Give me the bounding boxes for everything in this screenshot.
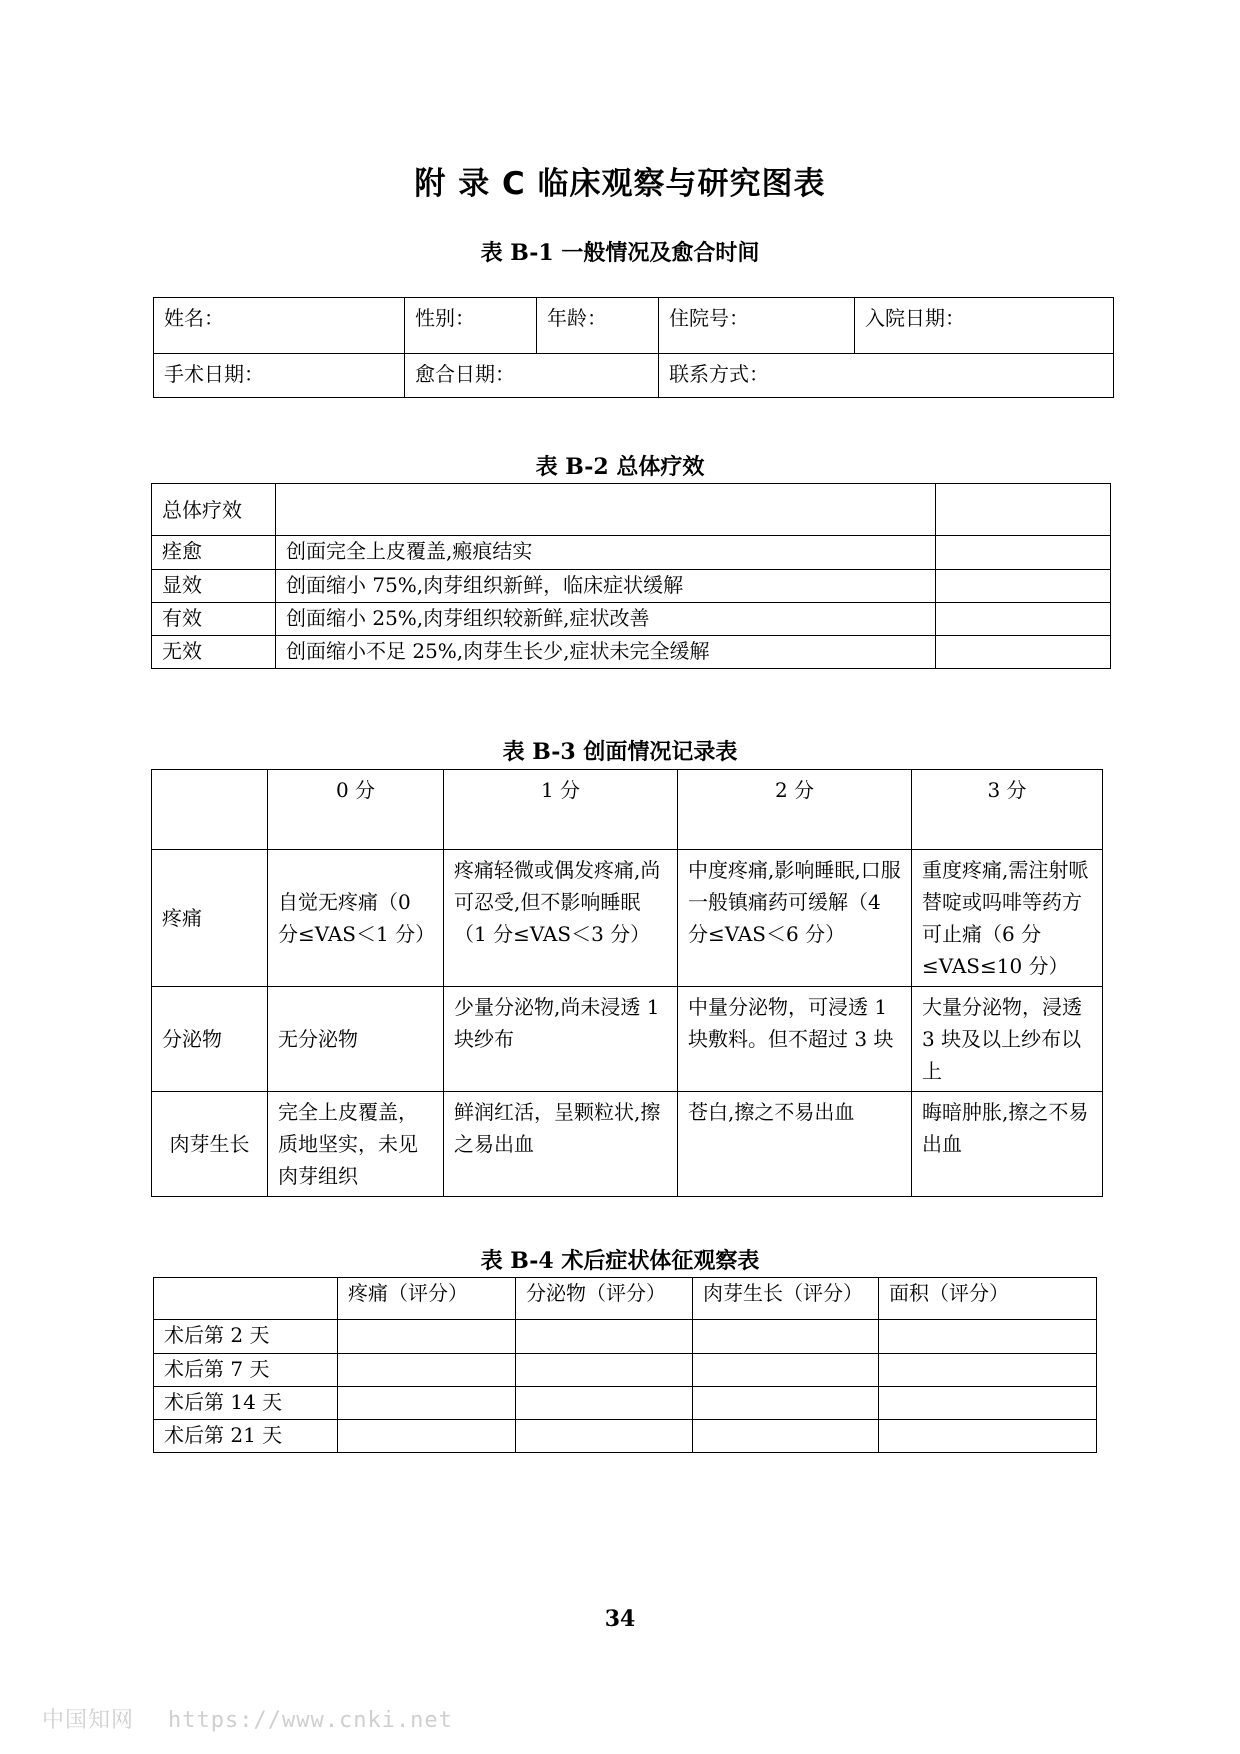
postop-day-label: 术后第 7 天 — [154, 1354, 338, 1387]
table-cell — [879, 1354, 1097, 1387]
table-b4-corner — [154, 1278, 338, 1320]
score-0-header: 0 分 — [268, 770, 444, 850]
table-b3 — [151, 769, 1103, 1197]
table-cell: 无分泌物 — [268, 987, 444, 1092]
score-1-header: 1 分 — [444, 770, 678, 850]
efficacy-criteria: 创面缩小不足 25%,肉芽生长少,症状未完全缓解 — [276, 636, 936, 669]
table-cell — [693, 1320, 879, 1354]
postop-day-label: 术后第 21 天 — [154, 1420, 338, 1453]
table-row — [152, 570, 1111, 603]
table-cell — [516, 1420, 693, 1453]
table-b2-header-blank — [936, 484, 1111, 536]
table-cell: 苍白,擦之不易出血 — [678, 1092, 912, 1197]
watermark-url: https://www.cnki.net — [168, 1708, 453, 1733]
table-b4 — [153, 1277, 1097, 1453]
table-cell: 疼痛轻微或偶发疼痛,尚可忍受,但不影响睡眠（1 分≤VAS＜3 分） — [444, 850, 678, 987]
table-row — [152, 850, 1103, 987]
postop-day-label: 术后第 2 天 — [154, 1320, 338, 1354]
table-cell — [516, 1320, 693, 1354]
efficacy-criteria: 创面完全上皮覆盖,瘢痕结实 — [276, 536, 936, 570]
table-cell — [879, 1320, 1097, 1354]
secretion-score-header: 分泌物（评分） — [516, 1278, 693, 1320]
efficacy-value-cell — [936, 570, 1111, 603]
table-b2-header-blank — [276, 484, 936, 536]
table-b3-corner — [152, 770, 268, 850]
table-cell — [879, 1387, 1097, 1420]
surgery-date-field: 手术日期： — [154, 354, 405, 398]
age-field: 年龄： — [537, 298, 659, 354]
granulation-score-header: 肉芽生长（评分） — [693, 1278, 879, 1320]
table-row — [152, 636, 1111, 669]
table-row — [154, 1420, 1097, 1453]
table-cell — [338, 1320, 516, 1354]
table-cell — [516, 1354, 693, 1387]
table-row — [154, 1354, 1097, 1387]
table-row — [154, 1320, 1097, 1354]
table-b2 — [151, 483, 1111, 669]
score-2-header: 2 分 — [678, 770, 912, 850]
table-row — [152, 536, 1111, 570]
score-3-header: 3 分 — [912, 770, 1103, 850]
watermark — [42, 1703, 453, 1734]
table-row — [154, 1387, 1097, 1420]
table-b1-caption: 表 B-1 一般情况及愈合时间 — [480, 240, 760, 266]
efficacy-value-cell — [936, 636, 1111, 669]
area-score-header: 面积（评分） — [879, 1278, 1097, 1320]
table-cell — [338, 1354, 516, 1387]
admission-date-field: 入院日期： — [855, 298, 1114, 354]
efficacy-value-cell — [936, 603, 1111, 636]
table-row — [152, 987, 1103, 1092]
page-title: 附 录 C 临床观察与研究图表 — [414, 166, 826, 202]
table-cell — [338, 1387, 516, 1420]
table-b4-caption: 表 B-4 术后症状体征观察表 — [480, 1248, 760, 1274]
efficacy-value-cell — [936, 536, 1111, 570]
postop-day-label: 术后第 14 天 — [154, 1387, 338, 1420]
efficacy-criteria: 创面缩小 75%,肉芽组织新鲜，临床症状缓解 — [276, 570, 936, 603]
table-cell: 中度疼痛,影响睡眠,口服一般镇痛药可缓解（4 分≤VAS＜6 分） — [678, 850, 912, 987]
table-b2-header-label: 总体疗效 — [152, 484, 276, 536]
efficacy-level: 痊愈 — [152, 536, 276, 570]
pain-score-header: 疼痛（评分） — [338, 1278, 516, 1320]
efficacy-level: 显效 — [152, 570, 276, 603]
watermark-site-name: 中国知网 — [42, 1708, 135, 1733]
table-cell — [693, 1354, 879, 1387]
table-cell — [338, 1420, 516, 1453]
row-label-pain: 疼痛 — [152, 850, 268, 987]
efficacy-level: 无效 — [152, 636, 276, 669]
table-b1 — [153, 297, 1114, 398]
table-cell: 晦暗肿胀,擦之不易出血 — [912, 1092, 1103, 1197]
table-b3-caption: 表 B-3 创面情况记录表 — [502, 739, 738, 765]
contact-field: 联系方式： — [659, 354, 1114, 398]
name-field: 姓名： — [154, 298, 405, 354]
efficacy-level: 有效 — [152, 603, 276, 636]
efficacy-criteria: 创面缩小 25%,肉芽组织较新鲜,症状改善 — [276, 603, 936, 636]
table-cell: 大量分泌物，浸透 3 块及以上纱布以上 — [912, 987, 1103, 1092]
table-cell — [516, 1387, 693, 1420]
table-cell: 鲜润红活，呈颗粒状,擦之易出血 — [444, 1092, 678, 1197]
table-row — [152, 1092, 1103, 1197]
row-label-granulation: 肉芽生长 — [152, 1092, 268, 1197]
table-b2-caption: 表 B-2 总体疗效 — [535, 454, 705, 480]
sex-field: 性别： — [405, 298, 537, 354]
table-row — [152, 603, 1111, 636]
table-cell: 完全上皮覆盖，质地坚实，未见肉芽组织 — [268, 1092, 444, 1197]
table-cell: 中量分泌物，可浸透 1 块敷料。但不超过 3 块 — [678, 987, 912, 1092]
table-cell: 自觉无疼痛（0 分≤VAS＜1 分） — [268, 850, 444, 987]
healing-date-field: 愈合日期： — [405, 354, 659, 398]
table-cell — [693, 1387, 879, 1420]
hospital-number-field: 住院号： — [659, 298, 855, 354]
table-cell — [879, 1420, 1097, 1453]
page-number: 34 — [604, 1606, 636, 1632]
table-cell: 少量分泌物,尚未浸透 1 块纱布 — [444, 987, 678, 1092]
table-cell — [693, 1420, 879, 1453]
table-cell: 重度疼痛,需注射哌替啶或吗啡等药方可止痛（6 分≤VAS≤10 分） — [912, 850, 1103, 987]
row-label-secretion: 分泌物 — [152, 987, 268, 1092]
